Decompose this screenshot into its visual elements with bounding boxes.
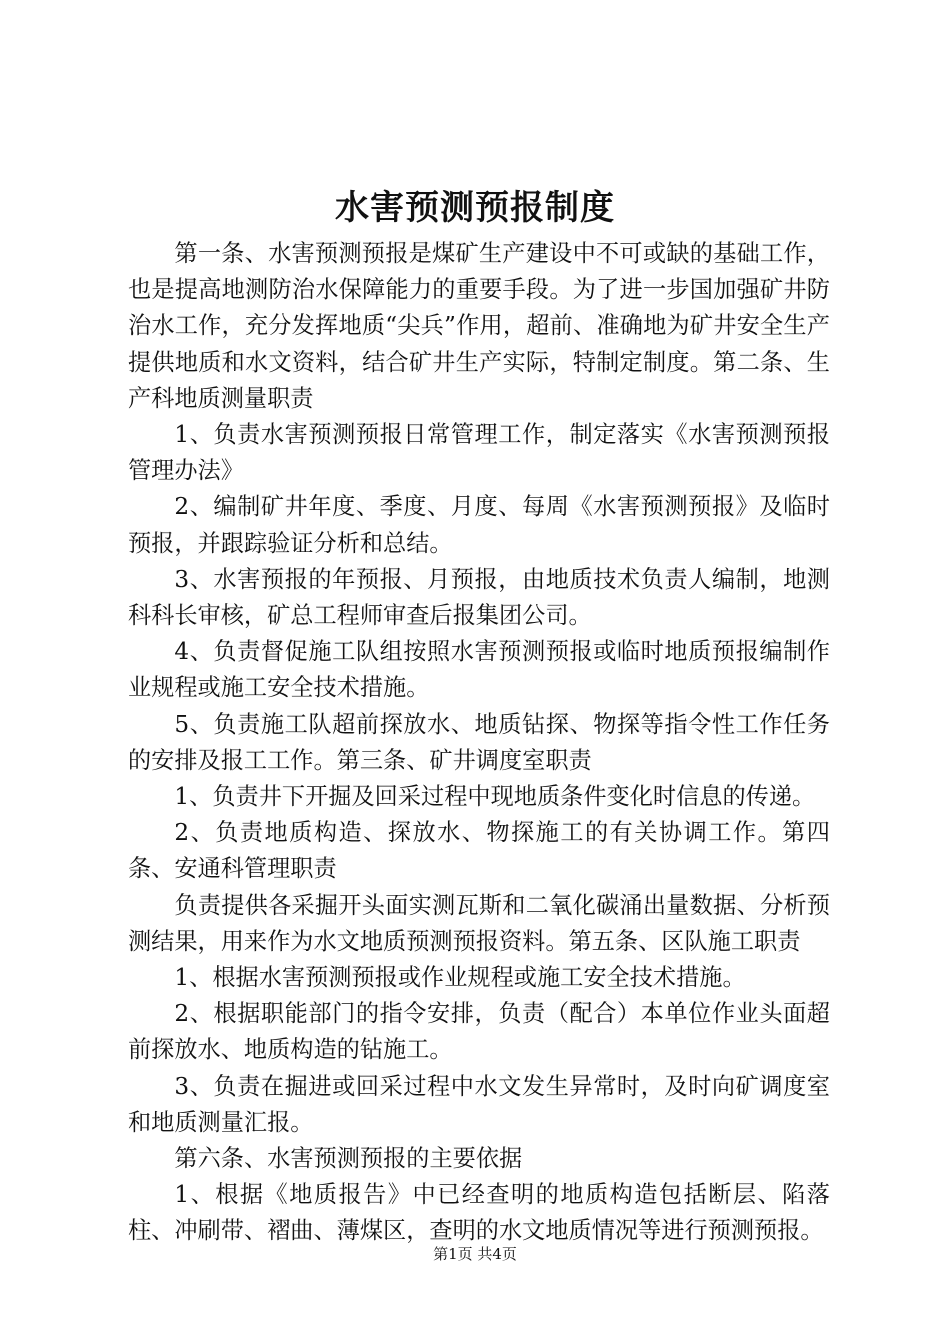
paragraph: 第一条、水害预测预报是煤矿生产建设中不可或缺的基础工作，也是提高地测防治水保障能力的重要手段。为了进一步国加强矿井防治水工作，充分发挥地质“尖兵”作用，超前、准确地为矿井安全生产提供地质和水文资料，结合矿井生产实际，特制定制度。第二条、生产科地质测量职责 [128, 240, 830, 412]
paragraph: 2、根据职能部门的指令安排，负责（配合）本单位作业头面超前探放水、地质构造的钻施工。 [128, 1000, 830, 1064]
document-title: 水害预测预报制度 [335, 188, 615, 228]
paragraph: 1、负责井下开掘及回采过程中现地质条件变化时信息的传递。 [174, 783, 816, 811]
paragraph: 第六条、水害预测预报的主要依据 [174, 1145, 523, 1173]
paragraph: 1、根据水害预测预报或作业规程或施工安全技术措施。 [174, 964, 746, 992]
paragraph: 2、编制矿井年度、季度、月度、每周《水害预测预报》及临时预报，并跟踪验证分析和总结。 [128, 493, 830, 557]
paragraph: 3、负责在掘进或回采过程中水文发生异常时，及时向矿调度室和地质测量汇报。 [128, 1072, 830, 1136]
paragraph: 5、负责施工队超前探放水、地质钻探、物探等指令性工作任务的安排及报工工作。第三条、矿井调度室职责 [128, 710, 830, 774]
page-number-footer: 第1页 共4页 [433, 1245, 517, 1263]
paragraph: 3、水害预报的年预报、月预报，由地质技术负责人编制，地测科科长审核，矿总工程师审查后报集团公司。 [128, 565, 830, 630]
paragraph: 1、负责水害预测预报日常管理工作，制定落实《水害预测预报管理办法》 [128, 421, 830, 485]
document-body [128, 236, 830, 1250]
paragraph: 负责提供各采掘开头面实测瓦斯和二氧化碳涌出量数据、分析预测结果，用来作为水文地质预测预报资料。第五条、区队施工职责 [128, 891, 830, 955]
paragraph: 4、负责督促施工队组按照水害预测预报或临时地质预报编制作业规程或施工安全技术措施。 [128, 638, 830, 702]
paragraph: 2、负责地质构造、探放水、物探施工的有关协调工作。第四条、安通科管理职责 [128, 819, 830, 883]
paragraph: 1、根据《地质报告》中已经查明的地质构造包括断层、陷落柱、冲刷带、褶曲、薄煤区，查明的水文地质情况等进行预测预报。 [128, 1181, 830, 1245]
